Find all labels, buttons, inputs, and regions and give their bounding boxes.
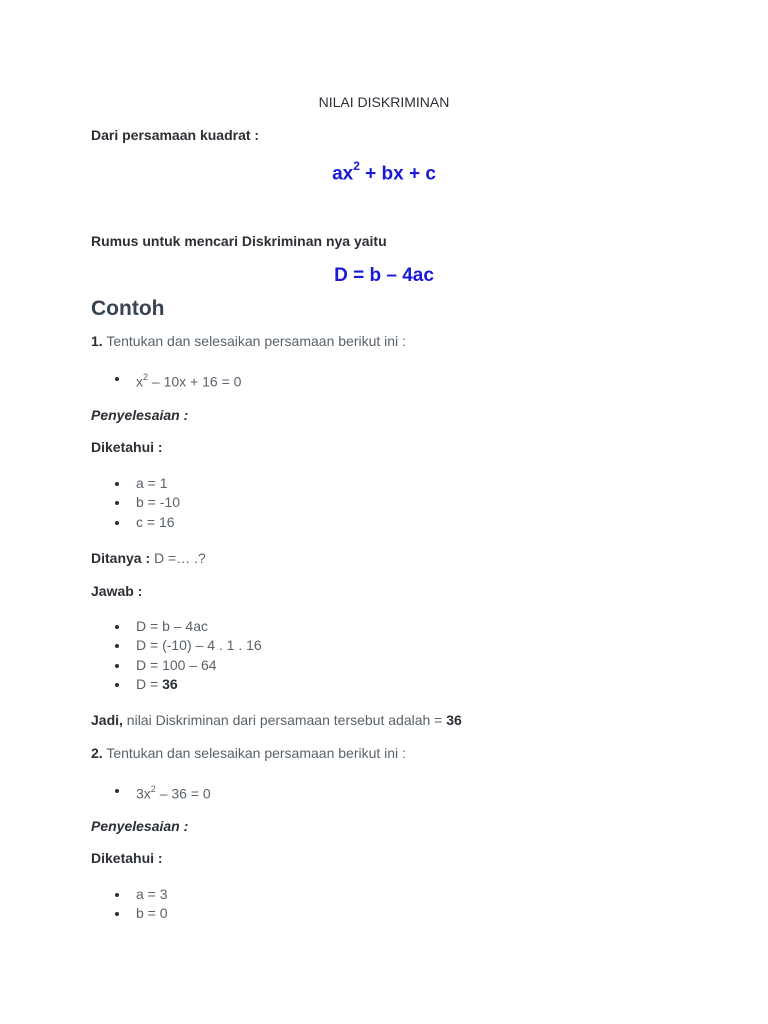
list-item [91, 656, 262, 675]
example-1-steps-list [91, 617, 262, 694]
example-2-penyelesaian: Penyelesaian : [91, 818, 189, 834]
example-2-prompt-text: Tentukan dan selesaikan persamaan berikut ini : [102, 745, 406, 761]
bullet-icon [115, 521, 119, 525]
document-title: NILAI DISKRIMINAN [318, 94, 450, 110]
step-result: 36 [162, 675, 178, 692]
bullet-icon [115, 893, 119, 897]
example-1-jawab: Jawab : [91, 583, 143, 599]
known-value: c = 16 [136, 513, 175, 530]
list-item [91, 781, 211, 800]
bullet-icon [115, 377, 119, 381]
bullet-icon [115, 664, 119, 668]
conclusion-text: nilai Diskriminan dari persamaan tersebut adalah = [122, 712, 447, 728]
list-item [91, 904, 168, 923]
step-text: D = (-10) – 4 . 1 . 16 [136, 637, 262, 654]
known-value: a = 3 [136, 886, 168, 902]
list-item [91, 885, 168, 904]
bullet-icon [115, 789, 119, 793]
list-item [91, 675, 262, 694]
list-item [91, 636, 262, 655]
example-2-diketahui: Diketahui : [91, 850, 163, 866]
section-heading: Contoh [91, 297, 165, 320]
conclusion-value: 36 [446, 712, 462, 728]
known-value: a = 1 [136, 475, 168, 491]
ditanya-label: Ditanya : [91, 550, 151, 566]
list-item [91, 493, 180, 512]
formula-term-a: ax [332, 163, 354, 185]
bullet-icon [115, 644, 119, 648]
step-text: D = 100 – 64 [136, 656, 217, 673]
example-2-known-list [91, 885, 168, 924]
equation-exponent: 2 [143, 372, 149, 382]
bullet-icon [115, 501, 119, 505]
bullet-icon [115, 625, 119, 629]
list-item [91, 513, 180, 532]
intro-text: Dari persamaan kuadrat : [91, 127, 260, 143]
rumus-text: Rumus untuk mencari Diskriminan nya yaitu [91, 233, 387, 249]
list-item [91, 474, 180, 493]
step-text: D = b – 4ac [136, 618, 208, 634]
example-1-known-list [91, 474, 180, 532]
example-1-equation-list [91, 369, 241, 388]
equation-base: 3x [136, 785, 151, 802]
known-value: b = -10 [136, 494, 180, 511]
bullet-icon [115, 482, 119, 486]
equation-exponent: 2 [150, 784, 156, 794]
example-2-equation-list [91, 781, 211, 800]
example-1-ditanya [91, 550, 206, 566]
example-1-prompt-text: Tentukan dan selesaikan persamaan berikut ini : [102, 333, 406, 349]
example-1-prompt [91, 333, 406, 349]
conclusion-lead: Jadi, [91, 712, 123, 728]
quadratic-formula [0, 161, 768, 185]
list-item [91, 617, 262, 636]
example-1-conclusion [91, 712, 462, 728]
equation-rest: – 36 = 0 [155, 785, 211, 802]
discriminant-formula: D = b – 4ac [334, 265, 434, 286]
known-value: b = 0 [136, 905, 168, 922]
equation-base: x [136, 373, 143, 390]
bullet-icon [115, 912, 119, 916]
step-prefix: D = [136, 675, 163, 692]
ditanya-value: D =… .? [150, 550, 206, 566]
example-1-number: 1. [91, 333, 103, 349]
example-2-prompt [91, 745, 406, 761]
example-2-number: 2. [91, 745, 103, 761]
example-1-diketahui: Diketahui : [91, 439, 163, 455]
bullet-icon [115, 683, 119, 687]
example-1-penyelesaian: Penyelesaian : [91, 407, 189, 423]
equation-rest: – 10x + 16 = 0 [148, 373, 242, 390]
formula-rest: + bx + c [359, 163, 436, 185]
list-item [91, 369, 241, 388]
formula-exponent: 2 [353, 159, 360, 173]
